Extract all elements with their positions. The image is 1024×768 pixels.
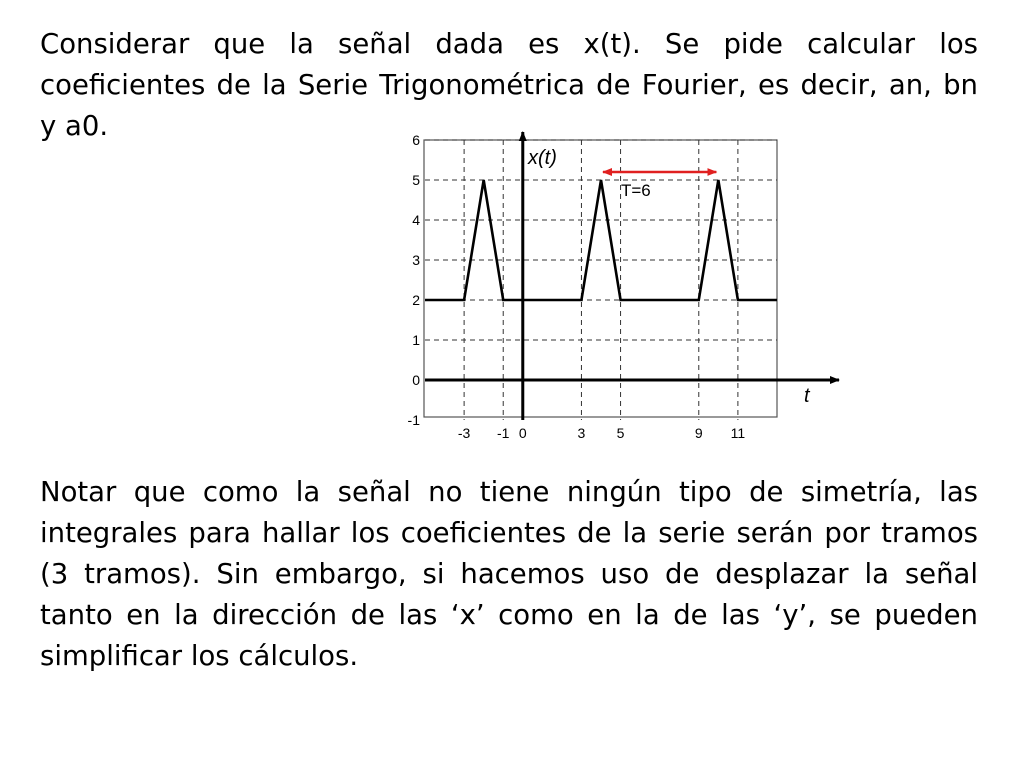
y-tick-label: 0 xyxy=(412,372,420,388)
note-paragraph: Notar que como la señal no tiene ningún tipo de simetría, las integrales para hallar los coeficientes de la serie serán por tramos (3 tramos). Sin embargo, si hacemos uso de desplazar la señal tanto en la dirección de las ‘x’ como en la de las ‘y’, se pueden simplificar los cálculos. xyxy=(40,476,978,672)
y-tick-label: 1 xyxy=(412,332,420,348)
y-tick-labels xyxy=(408,132,421,428)
period-annotation xyxy=(603,172,716,200)
x-tick-label: 0 xyxy=(518,425,527,441)
y-axis-label: x(t) xyxy=(528,147,557,169)
x-tick-labels xyxy=(458,425,745,441)
y-tick-label: 3 xyxy=(412,252,420,268)
period-label: T=6 xyxy=(621,181,651,200)
y-tick-label: 5 xyxy=(412,172,420,188)
signal-line xyxy=(425,180,777,300)
y-tick-label: 4 xyxy=(412,212,420,228)
x-tick-label: -1 xyxy=(496,425,510,441)
y-tick-label: -1 xyxy=(407,412,420,428)
intro-paragraph: Considerar que la señal dada es x(t). Se pide calcular los coeficientes de la Serie Trigonométrica de Fourier, es decir, an, bn y a0. xyxy=(40,28,978,142)
x-tick-label: 11 xyxy=(730,425,746,441)
x-tick-label: -3 xyxy=(457,425,471,441)
x-tick-label: 5 xyxy=(616,425,625,441)
y-tick-label: 2 xyxy=(412,292,420,308)
x-tick-label: 3 xyxy=(577,425,586,441)
y-tick-label: 6 xyxy=(412,132,420,148)
signal-chart xyxy=(395,128,855,448)
signal-series xyxy=(425,180,777,300)
x-axis-label: t xyxy=(804,385,810,407)
x-tick-label: 9 xyxy=(694,425,703,441)
